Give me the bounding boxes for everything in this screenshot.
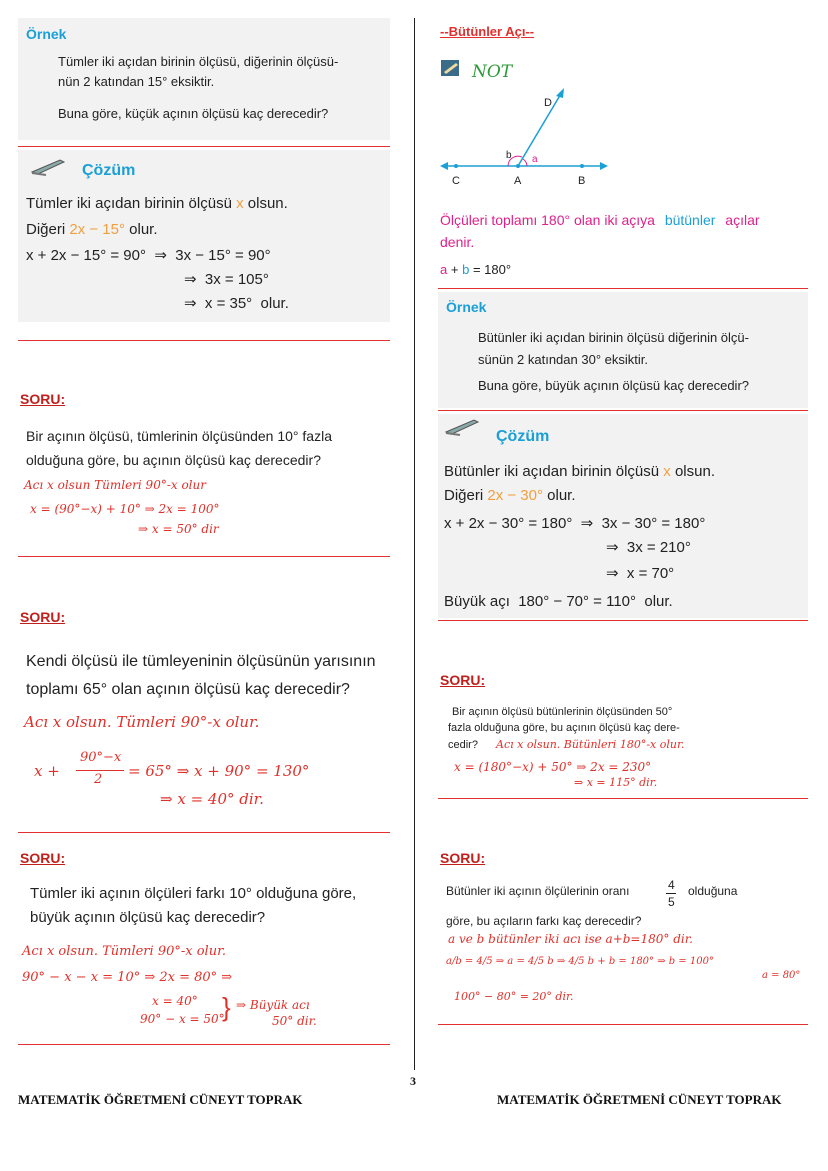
ornek-title-right: Örnek (446, 299, 487, 315)
point (454, 164, 458, 168)
question-line: olduğuna göre, bu açının ölçüsü kaç derecedir? (26, 452, 321, 468)
plus: + (450, 262, 459, 277)
var-b: b (462, 262, 470, 277)
handwritten-answer: a/b = 4/5 ⇒ a = 4/5 b ⇒ 4/5 b + b = 180° ⇒ b = 100° (446, 956, 715, 967)
point (580, 164, 584, 168)
page-number: 3 (410, 1074, 416, 1088)
soru-label: SORU: (20, 391, 66, 407)
cozum-text: Diğeri (444, 487, 484, 504)
arc-a (523, 159, 527, 166)
divider (438, 410, 808, 411)
question-line: cedir? (448, 739, 478, 751)
handwritten-answer: 50° dir. (272, 1014, 317, 1028)
soru-label: SORU: (440, 850, 486, 866)
arrow-left (440, 162, 448, 170)
question-line: Bir açının ölçüsü bütünlerinin ölçüsünden 50° (452, 706, 673, 718)
expression: 2x − 15° (69, 221, 125, 238)
section-header: --Bütünler Açı-- (440, 24, 535, 39)
question-line: göre, bu açıların farkı kaç derecedir? (446, 914, 642, 928)
handwritten-answer: ⇒ x = 40° dir. (160, 790, 264, 808)
question-line: Tümler iki açının ölçüleri farkı 10° olduğuna göre, (30, 885, 357, 902)
definition-keyword: bütünler (664, 212, 716, 228)
footer-right: MATEMATİK ÖĞRETMENİ CÜNEYT TOPRAK (497, 1092, 782, 1107)
fraction-bar (76, 770, 124, 771)
handwritten-answer: ⇒ x = 115° dir. (574, 776, 658, 789)
brace-icon: } (222, 992, 231, 1022)
fraction-denominator: 2 (94, 772, 103, 787)
question-line: Kendi ölçüsü ile tümleyeninin ölçüsünün yarısının (26, 653, 376, 670)
handwritten-answer: x = (180°−x) + 50° ⇒ 2x = 230° (454, 760, 652, 774)
footer-left: MATEMATİK ÖĞRETMENİ CÜNEYT TOPRAK (18, 1092, 303, 1107)
handwritten-answer: x + (34, 762, 60, 780)
fraction-bar (666, 893, 676, 894)
divider (438, 1024, 808, 1025)
sum-rest: = 180° (472, 262, 512, 277)
var-a: a (440, 262, 448, 277)
label-A: A (514, 175, 522, 187)
soru-label: SORU: (20, 850, 66, 866)
ornek-line-1: Bütünler iki açıdan birinin ölçüsü diğerinin ölçü- (478, 330, 749, 345)
question-text: Bütünler iki açının ölçülerinin oranı (446, 884, 630, 898)
cozum-text: olur. (547, 487, 576, 504)
label-C: C (452, 175, 460, 187)
note-icon (440, 58, 462, 83)
definition-line-2: denir. (440, 234, 475, 250)
handwritten-answer: Acı x olsun. Bütünleri 180°-x olur. (496, 738, 685, 751)
handwritten-answer: a ve b bütünler iki acı ise a+b=180° dir. (448, 932, 693, 946)
divider (18, 832, 390, 833)
ornek-line-3: Buna göre, küçük açının ölçüsü kaç derecedir? (58, 106, 329, 121)
cozum-line-2 (444, 484, 576, 508)
point (516, 164, 520, 168)
sum-formula (440, 262, 511, 277)
handwritten-answer: ⇒ x = 50° dir (138, 522, 219, 536)
handwritten-answer: ⇒ Büyük acı (236, 998, 310, 1012)
arrow-right (600, 162, 608, 170)
cozum-title-left: Çözüm (82, 162, 136, 179)
divider (438, 620, 808, 621)
cozum-text: Diğeri (26, 221, 66, 238)
handwritten-answer: 90° − x = 50° (140, 1012, 225, 1026)
label-a: a (532, 154, 538, 165)
label-b: b (506, 150, 512, 161)
handwritten-answer: 100° − 80° = 20° dir. (454, 990, 574, 1003)
divider (438, 798, 808, 799)
question-line: fazla olduğuna göre, bu açının ölçüsü kaç dere- (448, 722, 680, 734)
question-line: büyük açının ölçüsü kaç derecedir? (30, 909, 266, 926)
ornek-line-3: Buna göre, büyük açının ölçüsü kaç derecedir? (478, 378, 750, 393)
cozum-title-right: Çözüm (496, 428, 550, 445)
fraction-numerator: 90°−x (80, 750, 122, 765)
handwritten-answer: Acı x olsun. Tümleri 90°-x olur. (24, 713, 260, 731)
equation-3: ⇒ x = 35° olur. (184, 295, 289, 312)
handwritten-answer: x = 40° (152, 994, 198, 1008)
soru-label: SORU: (440, 672, 486, 688)
divider (438, 288, 808, 289)
pen-icon (30, 156, 66, 181)
cozum-text: Bütünler iki açıdan birinin ölçüsü (444, 463, 660, 480)
cozum-text: olsun. (247, 195, 288, 212)
variable-x: x (236, 195, 244, 212)
handwritten-answer: a = 80° (762, 970, 801, 981)
soru-label: SORU: (20, 609, 66, 625)
expression: 2x − 30° (487, 487, 543, 504)
equation-2: ⇒ 3x = 210° (606, 539, 691, 556)
equation-1: x + 2x − 30° = 180° ⇒ 3x − 30° = 180° (444, 515, 706, 532)
divider (18, 340, 390, 341)
definition-text: Ölçüleri toplamı 180° olan iki açıya (440, 212, 655, 228)
divider (18, 146, 390, 147)
column-divider (414, 18, 415, 1070)
not-label: NOT (472, 62, 513, 82)
arrow-up (556, 88, 564, 98)
ornek-line-2: sünün 2 katından 30° eksiktir. (478, 352, 648, 367)
cozum-text: Tümler iki açıdan birinin ölçüsü (26, 195, 232, 212)
handwritten-answer: = 65° ⇒ x + 90° = 130° (128, 762, 310, 780)
label-D: D (544, 97, 552, 109)
fraction-denominator: 5 (668, 895, 675, 909)
equation-2: ⇒ 3x = 105° (184, 271, 269, 288)
ornek-title-left: Örnek (26, 26, 67, 42)
equation-4: Büyük açı 180° − 70° = 110° olur. (444, 593, 673, 610)
cozum-line-2 (26, 218, 158, 242)
question-line (446, 884, 629, 898)
ornek-line-1: Tümler iki açıdan birinin ölçüsü, diğerinin ölçüsü- (58, 54, 339, 69)
cozum-text: olur. (129, 221, 158, 238)
handwritten-answer: Acı x olsun Tümleri 90°-x olur (24, 478, 206, 492)
definition-line-1 (440, 212, 760, 228)
cozum-text: olsun. (674, 463, 715, 480)
question-text: olduğuna (688, 884, 738, 898)
handwritten-answer: Acı x olsun. Tümleri 90°-x olur. (22, 944, 226, 959)
cozum-line-1 (26, 192, 288, 216)
equation-3: ⇒ x = 70° (606, 565, 675, 582)
divider (18, 1044, 390, 1045)
variable-x: x (663, 463, 671, 480)
cozum-line-1 (444, 460, 715, 484)
handwritten-answer: x = (90°−x) + 10° ⇒ 2x = 100° (30, 502, 220, 516)
pen-icon (444, 416, 480, 441)
angle-diagram (440, 88, 610, 188)
ornek-line-2: nün 2 katından 15° eksiktir. (58, 74, 215, 89)
definition-text: açılar (725, 212, 760, 228)
ray-line (518, 92, 562, 166)
divider (18, 556, 390, 557)
label-B: B (578, 175, 586, 187)
handwritten-answer: 90° − x − x = 10° ⇒ 2x = 80° ⇒ (22, 970, 233, 985)
question-line: Bir açının ölçüsü, tümlerinin ölçüsünden 10° fazla (26, 428, 332, 444)
fraction-numerator: 4 (668, 878, 675, 892)
question-line: toplamı 65° olan açının ölçüsü kaç derecedir? (26, 681, 350, 698)
equation-1: x + 2x − 15° = 90° ⇒ 3x − 15° = 90° (26, 247, 271, 264)
